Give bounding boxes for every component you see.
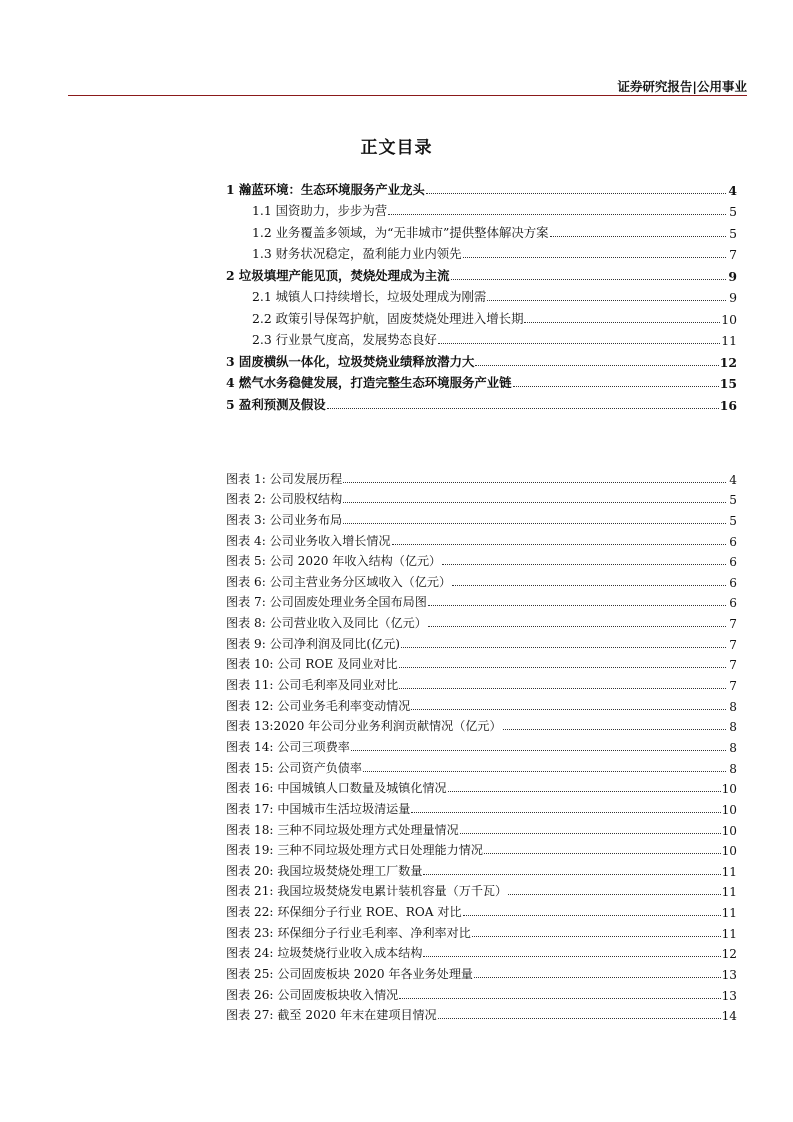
- figure-entry-page: 6: [729, 596, 737, 611]
- figure-entry-label: 图表 19: 三种不同垃圾处理方式日处理能力情况: [226, 843, 483, 858]
- dot-leader: [484, 853, 721, 854]
- figure-entry-page: 5: [729, 513, 737, 528]
- figure-entry[interactable]: [226, 1003, 737, 1024]
- toc-entry[interactable]: [226, 327, 737, 349]
- dot-leader: [399, 998, 720, 999]
- figure-entry-label: 图表 27: 截至 2020 年末在建项目情况: [226, 1008, 437, 1023]
- figure-entry-page: 6: [729, 555, 737, 570]
- toc-entry-page: 16: [719, 397, 737, 413]
- dot-leader: [460, 833, 721, 834]
- toc-entry-page: 15: [719, 376, 737, 391]
- toc-entry-label: 1.3 财务状况稳定，盈利能力业内领先: [252, 246, 462, 261]
- toc-entry-label: 1 瀚蓝环境：生态环境服务产业龙头: [226, 181, 425, 197]
- toc-entry[interactable]: [226, 241, 737, 263]
- figure-entry-label: 图表 6: 公司主营业务分区域收入（亿元）: [226, 574, 452, 589]
- dot-leader: [472, 936, 721, 937]
- toc-entry-page: 9: [728, 268, 737, 284]
- figure-entry-page: 7: [729, 679, 737, 694]
- figure-entry[interactable]: [226, 776, 737, 797]
- figure-entry-page: 10: [721, 844, 737, 859]
- figure-entry[interactable]: [226, 590, 737, 611]
- dot-leader: [428, 605, 726, 606]
- figure-entry-page: 14: [721, 1009, 737, 1024]
- figure-entry[interactable]: [226, 879, 737, 900]
- figure-entry-label: 图表 25: 公司固废板块 2020 年各业务处理量: [226, 967, 474, 982]
- dot-leader: [399, 667, 726, 668]
- dot-leader: [452, 585, 726, 586]
- figure-entry-label: 图表 2: 公司股权结构: [226, 492, 343, 507]
- toc-entry-page: 10: [721, 311, 737, 327]
- dot-leader: [463, 915, 721, 916]
- toc-entry[interactable]: [226, 262, 737, 284]
- figure-entry-page: 13: [721, 988, 737, 1003]
- figure-entry-page: 8: [729, 740, 737, 755]
- dot-leader: [475, 365, 718, 366]
- figure-entry-page: 7: [729, 617, 737, 632]
- figure-entry-label: 图表 24: 垃圾焚烧行业收入成本结构: [226, 946, 423, 961]
- toc-entry-label: 2 垃圾填埋产能见顶，焚烧处理成为主流: [226, 267, 450, 283]
- toc-entry-page: 5: [729, 204, 737, 219]
- dot-leader: [411, 709, 726, 710]
- figure-entry-label: 图表 13:2020 年公司分业务利润贡献情况（亿元）: [226, 719, 502, 734]
- figure-entry-label: 图表 26: 公司固废板块收入情况: [226, 987, 399, 1002]
- dot-leader: [327, 408, 719, 409]
- dot-leader: [438, 343, 720, 344]
- figure-entry[interactable]: [226, 652, 737, 673]
- dot-leader: [451, 279, 726, 280]
- toc-entry[interactable]: [226, 370, 737, 392]
- figure-entry[interactable]: [226, 528, 737, 549]
- figure-entry-label: 图表 16: 中国城镇人口数量及城镇化情况: [226, 781, 447, 796]
- figure-entry-label: 图表 22: 环保细分子行业 ROE、ROA 对比: [226, 905, 462, 920]
- toc-entry-page: 4: [728, 182, 737, 198]
- dot-leader: [388, 214, 726, 215]
- toc-entry[interactable]: [226, 198, 737, 220]
- dot-leader: [392, 544, 726, 545]
- figure-list: [226, 466, 737, 1023]
- figure-entry[interactable]: [226, 817, 737, 838]
- dot-leader: [487, 300, 726, 301]
- figure-entry-label: 图表 15: 公司资产负债率: [226, 760, 362, 775]
- figure-entry-page: 7: [729, 658, 737, 673]
- toc-entry-page: 5: [729, 225, 737, 241]
- toc-entry-label: 4 燃气水务稳健发展，打造完整生态环境服务产业链: [226, 375, 512, 390]
- figure-entry-page: 7: [729, 637, 737, 652]
- dot-leader: [423, 874, 720, 875]
- figure-entry-page: 10: [721, 823, 737, 838]
- toc-entry-label: 2.2 政策引导保驾护航，固废焚烧处理进入增长期: [252, 310, 524, 326]
- dot-leader: [343, 482, 726, 483]
- dot-leader: [448, 791, 721, 792]
- figure-entry-label: 图表 12: 公司业务毛利率变动情况: [226, 698, 411, 713]
- figure-entry[interactable]: [226, 961, 737, 982]
- toc-entry-label: 3 固废横纵一体化，垃圾焚烧业绩释放潜力大: [226, 353, 475, 369]
- dot-leader: [423, 956, 720, 957]
- figure-entry-label: 图表 9: 公司净利润及同比(亿元): [226, 636, 401, 651]
- toc-entry[interactable]: [226, 305, 737, 327]
- figure-entry[interactable]: [226, 941, 737, 962]
- figure-entry[interactable]: [226, 838, 737, 859]
- figure-entry-label: 图表 1: 公司发展历程: [226, 471, 343, 486]
- figure-entry[interactable]: [226, 734, 737, 755]
- toc-entry-page: 7: [729, 247, 737, 262]
- dot-leader: [503, 729, 726, 730]
- figure-entry-page: 4: [729, 472, 737, 487]
- figure-entry-label: 图表 3: 公司业务布局: [226, 512, 343, 527]
- figure-entry-label: 图表 7: 公司固废处理业务全国布局图: [226, 595, 427, 610]
- figure-entry-page: 6: [729, 575, 737, 590]
- figure-entry-page: 10: [721, 802, 737, 817]
- dot-leader: [438, 1018, 721, 1019]
- dot-leader: [513, 386, 719, 387]
- figure-entry-label: 图表 23: 环保细分子行业毛利率、净利率对比: [226, 925, 471, 940]
- figure-entry[interactable]: [226, 982, 737, 1003]
- toc-entry-label: 1.1 国资助力，步步为营: [252, 203, 388, 218]
- figure-entry[interactable]: [226, 796, 737, 817]
- figure-entry[interactable]: [226, 549, 737, 570]
- report-header: 证券研究报告|公用事业: [617, 79, 747, 94]
- dot-leader: [426, 193, 726, 194]
- dot-leader: [343, 523, 726, 524]
- figure-entry-label: 图表 20: 我国垃圾焚烧处理工厂数量: [226, 863, 423, 878]
- figure-entry-label: 图表 8: 公司营业收入及同比（亿元）: [226, 616, 427, 631]
- figure-entry-label: 图表 10: 公司 ROE 及同业对比: [226, 657, 398, 672]
- dot-leader: [401, 647, 726, 648]
- dot-leader: [442, 564, 726, 565]
- figure-entry[interactable]: [226, 466, 737, 487]
- toc-entry-page: 9: [729, 290, 737, 305]
- toc-entry[interactable]: [226, 348, 737, 370]
- figure-entry-page: 8: [729, 761, 737, 776]
- figure-entry-page: 12: [721, 947, 737, 962]
- toc-entry-label: 2.1 城镇人口持续增长，垃圾处理成为刚需: [252, 289, 487, 304]
- figure-entry-page: 10: [721, 782, 737, 797]
- dot-leader: [524, 322, 720, 323]
- toc-entry-label: 1.2 业务覆盖多领域，为“无非城市”提供整体解决方案: [252, 224, 549, 240]
- toc-entry-label: 5 盈利预测及假设: [226, 396, 326, 412]
- toc-entry-label: 2.3 行业景气度高，发展势态良好: [252, 332, 437, 347]
- figure-entry-page: 13: [721, 968, 737, 983]
- toc-entry-page: 11: [721, 333, 737, 348]
- toc-entry[interactable]: [226, 176, 737, 198]
- figure-entry[interactable]: [226, 693, 737, 714]
- figure-entry-label: 图表 18: 三种不同垃圾处理方式处理量情况: [226, 822, 459, 837]
- dot-leader: [550, 236, 726, 237]
- figure-entry-page: 11: [721, 864, 737, 879]
- figure-entry-page: 6: [729, 534, 737, 549]
- figure-entry-label: 图表 4: 公司业务收入增长情况: [226, 533, 391, 548]
- toc-entry[interactable]: [226, 391, 737, 413]
- toc-entry[interactable]: [226, 284, 737, 306]
- toc-entry[interactable]: [226, 219, 737, 241]
- dot-leader: [508, 894, 720, 895]
- dot-leader: [411, 812, 720, 813]
- figure-entry-page: 8: [729, 720, 737, 735]
- page-title: 正文目录: [360, 138, 433, 158]
- figure-entry-page: 5: [729, 493, 737, 508]
- table-of-contents: [226, 176, 737, 413]
- figure-entry[interactable]: [226, 487, 737, 508]
- toc-entry-page: 12: [719, 354, 737, 370]
- figure-entry[interactable]: [226, 507, 737, 528]
- header-divider: [68, 95, 747, 96]
- dot-leader: [399, 688, 726, 689]
- figure-entry-page: 11: [721, 906, 737, 921]
- figure-entry-page: 11: [721, 885, 737, 900]
- dot-leader: [351, 750, 726, 751]
- figure-entry[interactable]: [226, 899, 737, 920]
- figure-entry[interactable]: [226, 858, 737, 879]
- figure-entry[interactable]: [226, 755, 737, 776]
- figure-entry-label: 图表 11: 公司毛利率及同业对比: [226, 678, 399, 693]
- figure-entry-label: 图表 21: 我国垃圾焚烧发电累计装机容量（万千瓦）: [226, 884, 508, 899]
- figure-entry-page: 8: [729, 699, 737, 714]
- figure-entry-page: 11: [721, 926, 737, 941]
- figure-entry[interactable]: [226, 714, 737, 735]
- figure-entry[interactable]: [226, 631, 737, 652]
- figure-entry[interactable]: [226, 610, 737, 631]
- dot-leader: [463, 257, 726, 258]
- figure-entry-label: 图表 17: 中国城市生活垃圾清运量: [226, 801, 411, 816]
- figure-entry[interactable]: [226, 569, 737, 590]
- figure-entry[interactable]: [226, 920, 737, 941]
- figure-entry-label: 图表 5: 公司 2020 年收入结构（亿元）: [226, 554, 442, 569]
- dot-leader: [474, 977, 721, 978]
- dot-leader: [363, 771, 726, 772]
- dot-leader: [343, 502, 726, 503]
- dot-leader: [428, 626, 726, 627]
- figure-entry[interactable]: [226, 672, 737, 693]
- figure-entry-label: 图表 14: 公司三项费率: [226, 739, 350, 754]
